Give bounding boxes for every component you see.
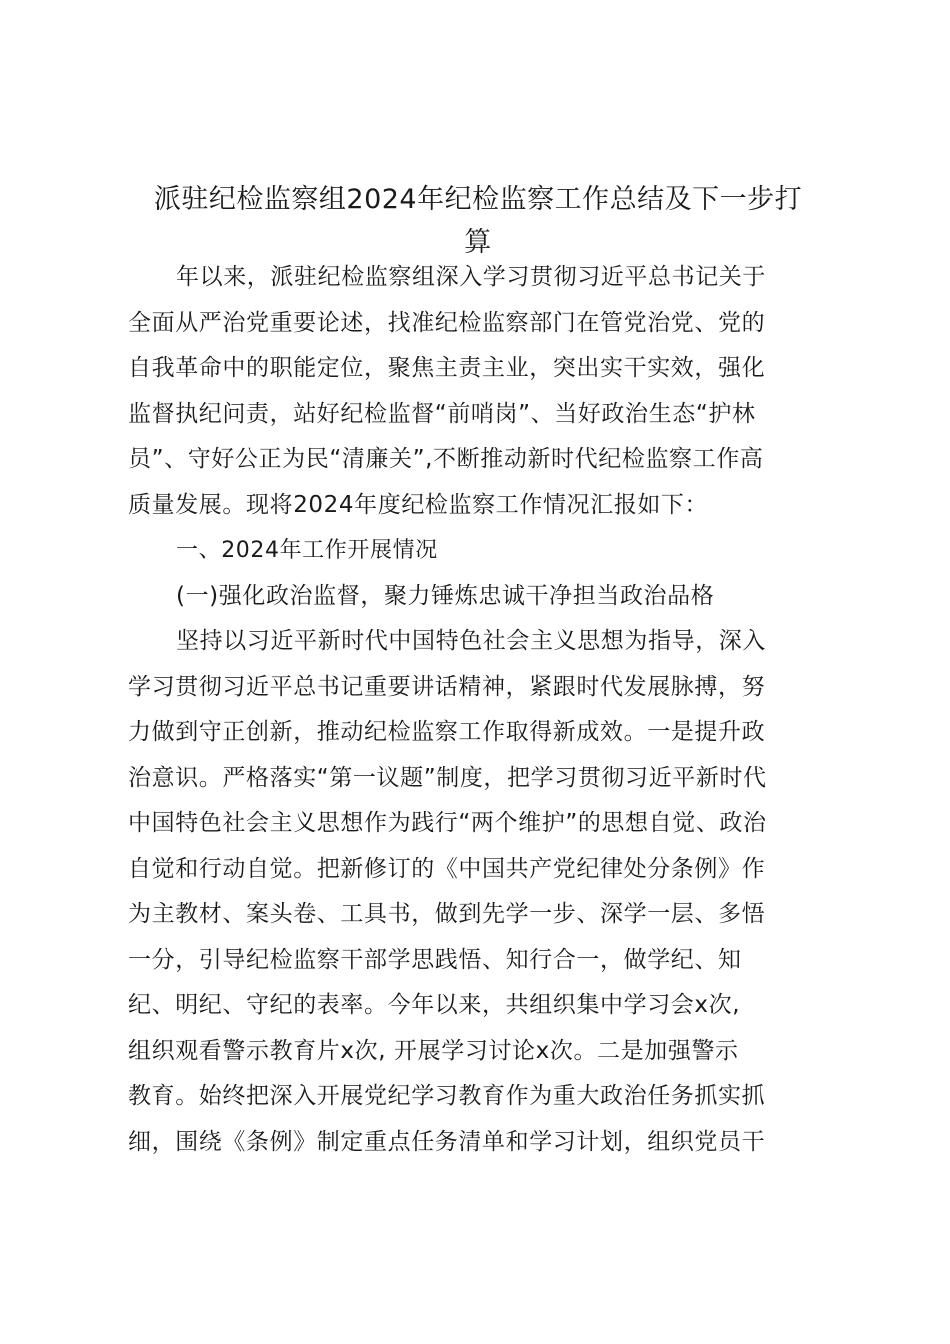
paragraph-line: 自觉和行动自觉。把新修订的《中国共产党纪律处分条例》作 [128,855,766,882]
document-title [128,178,828,264]
section-heading: 一、2024年工作开展情况 [176,538,438,563]
subsection-heading: (一)强化政治监督，聚力锤炼忠诚干净担当政治品格 [176,582,715,609]
paragraph-line: 一分，引导纪检监察干部学思践悟、知行合一，做学纪、知 [128,946,742,973]
paragraph-line: 纪、明纪、守纪的表率。今年以来，共组织集中学习会x次, [128,992,741,1018]
paragraph-line: 为主教材、案头卷、工具书，做到先学一步、深学一层、多悟 [128,901,766,927]
paragraph-line: 细，围绕《条例》制定重点任务清单和学习计划，组织党员干 [128,1128,766,1155]
document-body [128,255,820,1165]
paragraph-line: 学习贯彻习近平总书记重要讲话精神，紧跟时代发展脉搏，努 [128,673,766,700]
paragraph-line: 监督执纪问责，站好纪检监督“前哨岗”、当好政治生态“护林 [128,400,756,427]
paragraph-line: 年以来，派驻纪检监察组深入学习贯彻习近平总书记关于 [176,264,766,290]
title-line-2: 算 [464,227,492,258]
paragraph-line: 组织观看警示教育片x次, 开展学习讨论x次。二是加强警示 [128,1037,739,1064]
paragraph-line: 自我革命中的职能定位，聚焦主责主业，突出实干实效，强化 [128,355,766,381]
paragraph-line: 全面从严治党重要论述，找准纪检监察部门在管党治党、党的 [128,309,766,336]
paragraph-line: 质量发展。现将2024年度纪检监察工作情况汇报如下： [128,491,709,518]
paragraph-line: 力做到守正创新，推动纪检监察工作取得新成效。一是提升政 [128,719,766,745]
paragraph-line: 坚持以习近平新时代中国特色社会主义思想为指导，深入 [176,628,766,654]
title-line-1: 派驻纪检监察组2024年纪检监察工作总结及下一步打 [153,184,803,215]
paragraph-line: 中国特色社会主义思想作为践行“两个维护”的思想自觉、政治 [128,810,767,836]
paragraph-line: 员”、守好公正为民“清廉关”,不断推动新时代纪检监察工作高 [128,446,764,472]
paragraph-line: 治意识。严格落实“第一议题”制度，把学习贯彻习近平新时代 [128,764,767,791]
paragraph-line: 教育。始终把深入开展党纪学习教育作为重大政治任务抓实抓 [128,1083,766,1109]
